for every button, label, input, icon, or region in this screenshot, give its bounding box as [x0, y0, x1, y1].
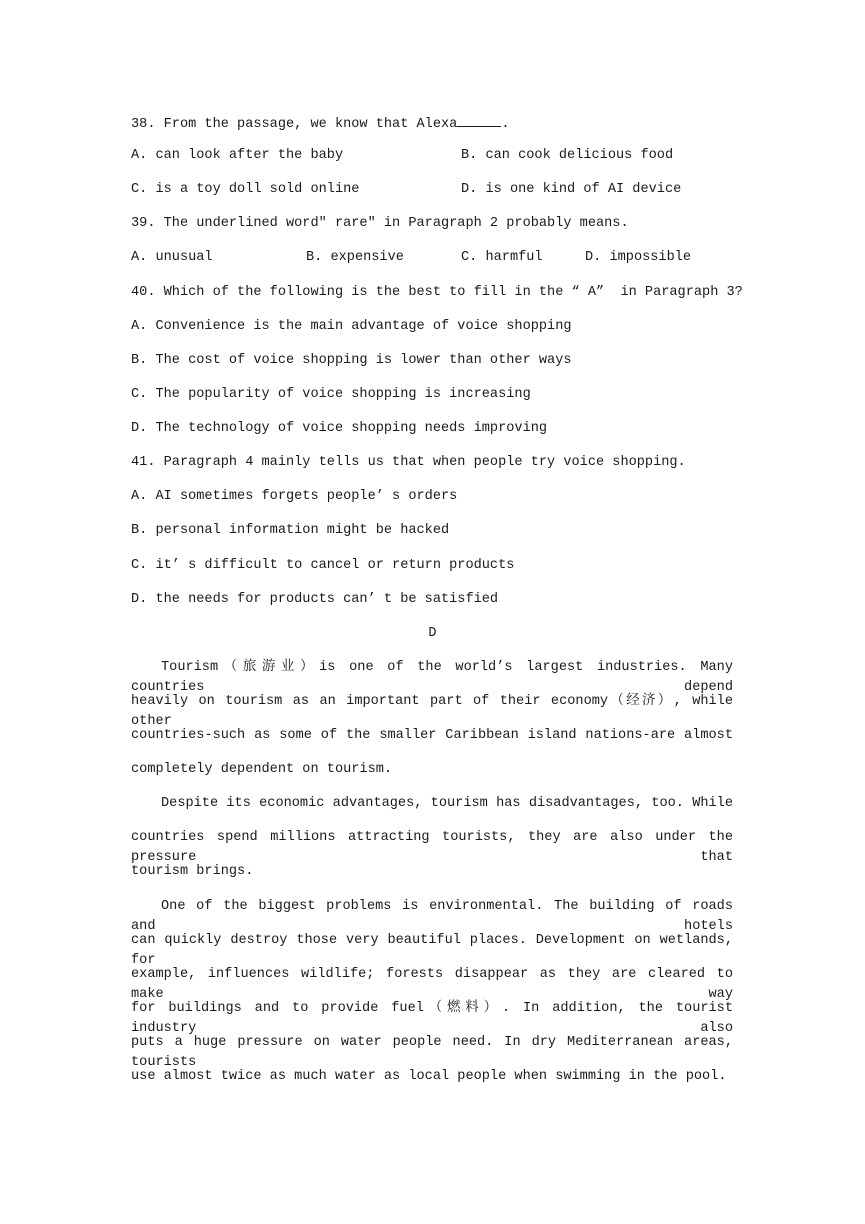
- question-40-option-a: A. Convenience is the main advantage of voice shopping: [131, 319, 572, 334]
- passage-paragraph-1: [131, 658, 733, 794]
- question-41-stem: 41. Paragraph 4 mainly tells us that when people try voice shopping.: [131, 455, 686, 470]
- question-39-stem: 39. The underlined word″ rare″ in Paragraph 2 probably means.: [131, 216, 629, 231]
- question-41-option-b: B. personal information might be hacked: [131, 523, 450, 538]
- paragraph-line: for buildings and to provide fuel（燃料）. In addition, the tourist industry also: [131, 1001, 733, 1036]
- question-40-option-c: C. The popularity of voice shopping is increasing: [131, 387, 531, 402]
- paragraph-line: Despite its economic advantages, tourism has disadvantages, too. While: [161, 796, 733, 811]
- paragraph-line: completely dependent on tourism.: [131, 762, 393, 777]
- question-38-option-a: A. can look after the baby: [131, 148, 344, 163]
- question-39-option-b: B. expensive: [306, 250, 404, 265]
- paragraph-line: puts a huge pressure on water people need. In dry Mediterranean areas, tourists: [131, 1035, 733, 1070]
- question-41-option-a: A. AI sometimes forgets people’ s orders: [131, 489, 458, 504]
- question-38-option-b: B. can cook delicious food: [461, 148, 674, 163]
- question-38-text: 38. From the passage, we know that Alexa: [131, 117, 458, 132]
- section-label: D: [428, 626, 437, 641]
- paragraph-line: countries-such as some of the smaller Caribbean island nations-are almost: [131, 728, 733, 743]
- passage-paragraph-2: [131, 794, 733, 896]
- paragraph-line: heavily on tourism as an important part of their economy（经济）, while other: [131, 694, 733, 729]
- paragraph-line: can quickly destroy those very beautiful places. Development on wetlands, for: [131, 933, 733, 968]
- question-38-option-d: D. is one kind of AI device: [461, 182, 682, 197]
- question-38-stem: [131, 112, 509, 135]
- paragraph-line: Tourism（旅游业）is one of the world’s largest industries. Many countries depend: [131, 660, 733, 695]
- question-40-option-d: D. The technology of voice shopping needs improving: [131, 421, 548, 436]
- question-40-stem: 40. Which of the following is the best to fill in the “ A” in Paragraph 3?: [131, 285, 743, 300]
- question-38-end: .: [501, 117, 510, 132]
- paragraph-line: example, influences wildlife; forests disappear as they are cleared to make way: [131, 967, 733, 1002]
- paragraph-line: One of the biggest problems is environmental. The building of roads and hotels: [131, 899, 733, 934]
- question-39-option-d: D. impossible: [585, 250, 692, 265]
- passage-paragraph-3: [131, 897, 733, 1101]
- paragraph-line: tourism brings.: [131, 864, 254, 879]
- question-38-option-c: C. is a toy doll sold online: [131, 182, 360, 197]
- paragraph-line: use almost twice as much water as local people when swimming in the pool.: [131, 1069, 727, 1084]
- answer-blank: [457, 112, 501, 127]
- question-39-option-a: A. unusual: [131, 250, 213, 265]
- question-41-option-d: D. the needs for products can’ t be satisfied: [131, 592, 499, 607]
- question-41-option-c: C. it’ s difficult to cancel or return products: [131, 558, 515, 573]
- question-39-option-c: C. harmful: [461, 250, 543, 265]
- question-40-option-b: B. The cost of voice shopping is lower than other ways: [131, 353, 572, 368]
- paragraph-line: countries spend millions attracting tourists, they are also under the pressure that: [131, 830, 733, 865]
